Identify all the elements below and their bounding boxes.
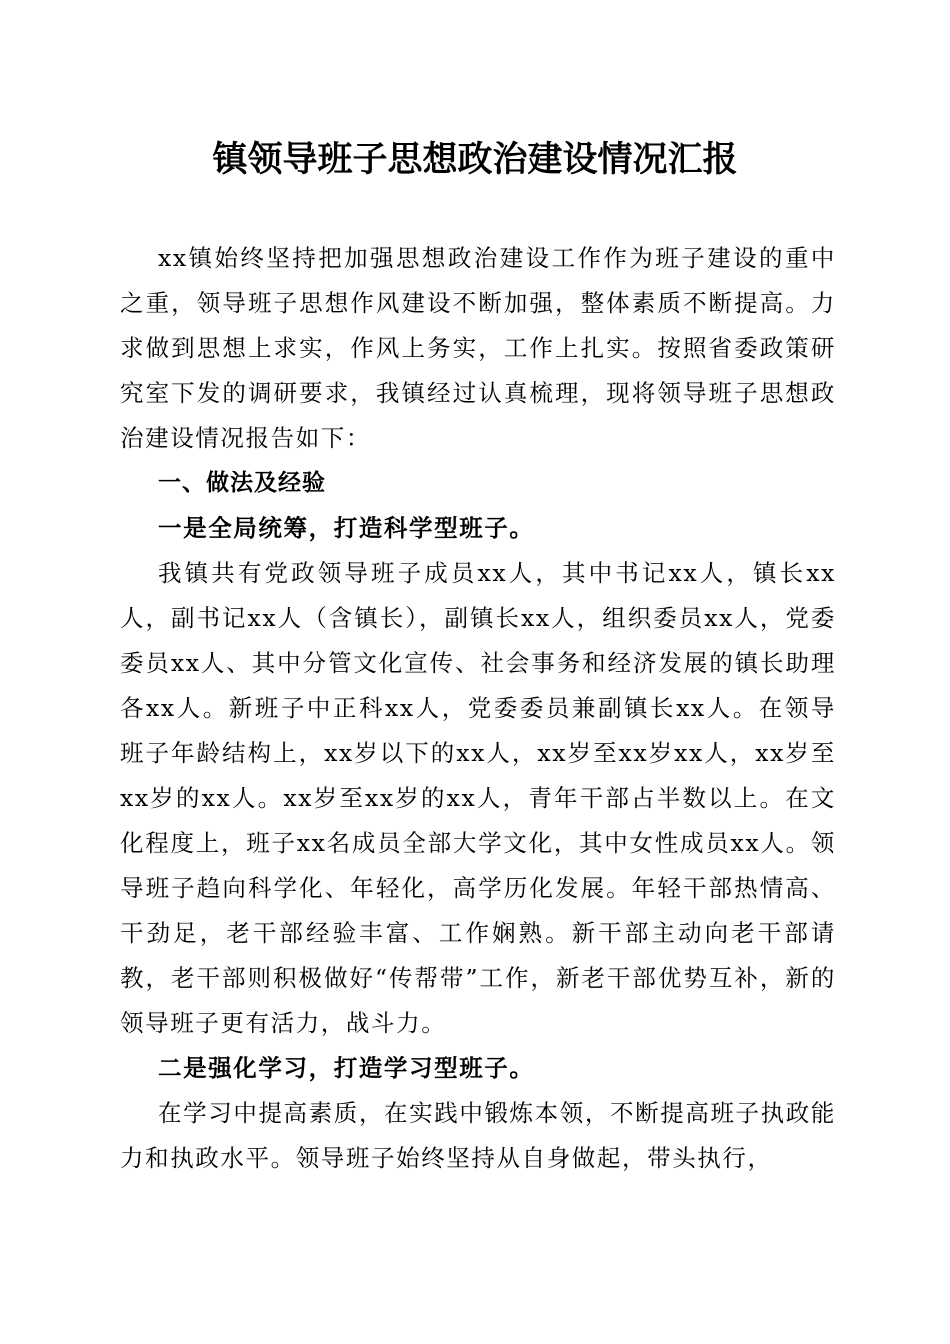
body-paragraph-2: 在学习中提高素质，在实践中锻炼本领，不断提高班子执政能力和执政水平。领导班子始终坚持从自身做起，带头执行， bbox=[120, 1099, 836, 1172]
section-heading: 一、做法及经验 bbox=[158, 470, 326, 496]
intro-paragraph: xx镇始终坚持把加强思想政治建设工作作为班子建设的重中之重，领导班子思想作风建设不断加强，整体素质不断提高。力求做到思想上求实，作风上务实，工作上扎实。按照省委政策研究室下发的调研要求，我镇经过认真梳理，现将领导班子思想政治建设情况报告如下： bbox=[120, 244, 836, 452]
document-body bbox=[120, 236, 836, 1181]
subsection-heading-2: 二是强化学习，打造学习型班子。 bbox=[158, 1054, 535, 1082]
body-paragraph-1: 我镇共有党政领导班子成员xx人，其中书记xx人，镇长xx人，副书记xx人（含镇长），副镇长xx人，组织委员xx人，党委委员xx人、其中分管文化宣传、社会事务和经济发展的镇长助理各xx人。新班子中正科xx人，党委委员兼副镇长xx人。在领导班子年龄结构上，xx岁以下的xx人，xx岁至xx岁xx人，xx岁至xx岁的xx人。xx岁至xx岁的xx人，青年干部占半数以上。在文化程度上，班子xx名成员全部大学文化，其中女性成员xx人。领导班子趋向科学化、年轻化，高学历化发展。年轻干部热情高、干劲足，老干部经验丰富、工作娴熟。新干部主动向老干部请教，老干部则积极做好“传帮带”工作，新老干部优势互补，新的领导班子更有活力，战斗力。 bbox=[120, 559, 836, 1037]
subsection-heading-1: 一是全局统筹，打造科学型班子。 bbox=[158, 514, 535, 542]
document-title: 镇领导班子思想政治建设情况汇报 bbox=[212, 139, 738, 180]
